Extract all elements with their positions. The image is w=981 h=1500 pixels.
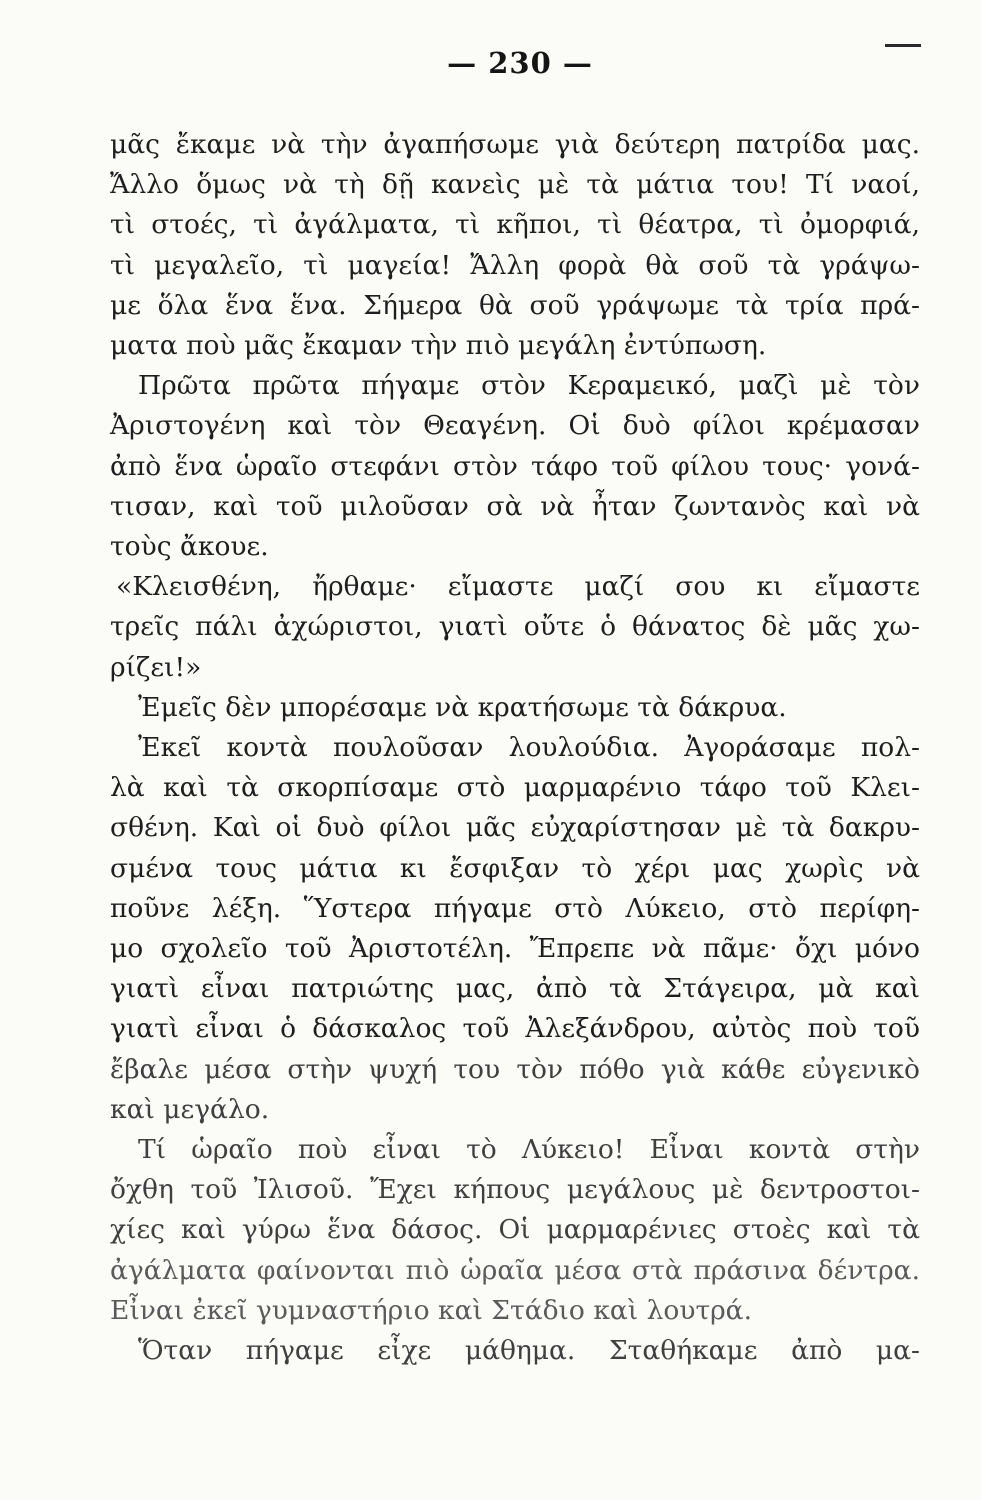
- text-line: ματα ποὺ μᾶς ἔκαμαν τὴν πιὸ μεγάλη ἐντύπωση.: [110, 330, 767, 361]
- text-line: Ἐκεῖ κοντὰ πουλοῦσαν λουλούδια. Ἀγοράσαμε πολ-: [138, 732, 920, 763]
- text-line: ἀγάλματα φαίνονται πιὸ ὡραῖα μέσα στὰ πράσινα δέντρα.: [110, 1254, 920, 1286]
- text-line: ἀπὸ ἕνα ὡραῖο στεφάνι στὸν τάφο τοῦ φίλου τους· γονά-: [110, 450, 920, 482]
- text-line: Πρῶτα πρῶτα πήγαμε στὸν Κεραμεικό, μαζὶ μὲ τὸν: [138, 370, 920, 402]
- text-line: τρεῖς πάλι ἀχώριστοι, γιατὶ οὔτε ὁ θάνατος δὲ μᾶς χω-: [110, 611, 920, 643]
- page-number: — 230 —: [447, 46, 593, 80]
- text-line: ποῦνε λέξη. Ὕστερα πήγαμε στὸ Λύκειο, στὸ περίφη-: [110, 892, 920, 924]
- text-line: Ὅταν πήγαμε εἶχε μάθημα. Σταθήκαμε ἀπὸ μα-: [138, 1335, 920, 1366]
- text-line: μᾶς ἔκαμε νὰ τὴν ἀγαπήσωμε γιὰ δεύτερη πατρίδα μας.: [110, 129, 920, 160]
- text-line: Ἀριστογένη καὶ τὸν Θεαγένη. Οἱ δυὸ φίλοι κρέμασαν: [110, 410, 920, 442]
- text-line: καὶ μεγάλο.: [110, 1093, 270, 1125]
- text-line: μο σχολεῖο τοῦ Ἀριστοτέλη. Ἔπρεπε νὰ πᾶμε· ὄχι μόνο: [110, 933, 920, 964]
- text-line: Ἐμεῖς δὲν μπορέσαμε νὰ κρατήσωμε τὰ δάκρυα.: [138, 691, 787, 723]
- text-line: με ὅλα ἕνα ἕνα. Σήμερα θὰ σοῦ γράψωμε τὰ τρία πρά-: [110, 289, 920, 321]
- text-line: Τί ὡραῖο ποὺ εἶναι τὸ Λύκειο! Εἶναι κοντὰ στὴν: [138, 1134, 920, 1165]
- text-line: τισαν, καὶ τοῦ μιλοῦσαν σὰ νὰ ἦταν ζωντανὸς καὶ νὰ: [110, 490, 920, 522]
- text-line: ὄχθη τοῦ Ἰλισοῦ. Ἔχει κήπους μεγάλους μὲ δεντροστοι-: [110, 1174, 920, 1206]
- text-line: λὰ καὶ τὰ σκορπίσαμε στὸ μαρμαρένιο τάφο τοῦ Κλει-: [110, 772, 920, 804]
- text-line: σθένη. Καὶ οἱ δυὸ φίλοι μᾶς εὐχαρίστησαν μὲ τὰ δακρυ-: [110, 812, 920, 844]
- text-line: γιατὶ εἶναι ὁ δάσκαλος τοῦ Ἀλεξάνδρου, αὐτὸς ποὺ τοῦ: [110, 1013, 920, 1045]
- text-line: ἔβαλε μέσα στὴν ψυχή του τὸν πόθο γιὰ κάθε εὐγενικὸ: [110, 1053, 920, 1085]
- text-line: τὶ μεγαλεῖο, τὶ μαγεία! Ἄλλη φορὰ θὰ σοῦ τὰ γράψω-: [110, 249, 920, 281]
- text-line: σμένα τους μάτια κι ἔσφιξαν τὸ χέρι μας χωρὶς νὰ: [110, 852, 920, 884]
- text-line: γιατὶ εἶναι πατριώτης μας, ἀπὸ τὰ Στάγειρα, μὰ καὶ: [110, 973, 920, 1005]
- text-line: χίες καὶ γύρω ἕνα δάσος. Οἱ μαρμαρένιες στοὲς καὶ τὰ: [110, 1214, 920, 1246]
- text-line: Ἄλλο ὅμως νὰ τὴ δῇ κανεὶς μὲ τὰ μάτια του! Τί ναοί,: [110, 169, 920, 201]
- page-corner-mark: [885, 44, 921, 47]
- text-line: τοὺς ἄκουε.: [110, 531, 269, 562]
- text-line: Εἶναι ἐκεῖ γυμναστήριο καὶ Στάδιο καὶ λουτρά.: [110, 1294, 753, 1326]
- text-line: ρίζει!»: [110, 651, 202, 683]
- text-line: «Κλεισθένη, ἤρθαμε· εἴμαστε μαζί σου κι εἴμαστε: [116, 571, 920, 603]
- text-line: τὶ στοές, τὶ ἀγάλματα, τὶ κῆποι, τὶ θέατρα, τὶ ὀμορφιά,: [110, 209, 920, 241]
